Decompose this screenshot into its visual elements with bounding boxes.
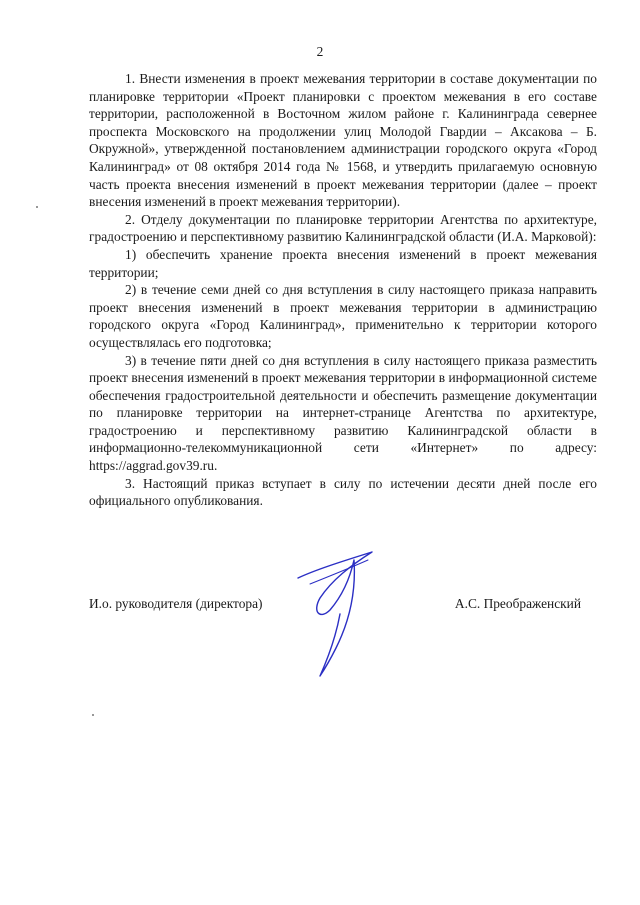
signatory-name: А.С. Преображенский: [454, 596, 581, 611]
signatory-title: И.о. руководителя (директора): [89, 596, 263, 611]
paragraph-2-item-3: 3) в течение пяти дней со дня вступления в силу настоящего приказа разместить проект внесения изменений в проект межевания территории в информационной системе обеспечения градостроительной деятельности и обеспечить размещение документации по планировке территории на интернет-странице Агентства по архитектуре, градостроению и перспективному развитию Калининградской области в информационно-телекоммуникационной сети «Интернет» по адресу: https://aggrad.gov39.ru.: [89, 352, 597, 474]
paragraph-2-item-1: 1) обеспечить хранение проекта внесения изменений в проект межевания территории;: [89, 246, 597, 280]
paragraph-1: 1. Внести изменения в проект межевания территории в составе документации по планировке территории «Проект планировки с проектом межевания в его составе территории, расположенной в Восточном жилом районе г. Калининграда севернее проспекта Московского на продолжении улиц Молодой Гвардии – Аксакова – Б. Окружной», утвержденной постановлением администрации городского округа «Город Калининград» от 08 октября 2014 года № 1568, и утвердить прилагаемую основную часть проекта внесения изменений в проект межевания территории (далее – проект внесения изменений в проект межевания территории).: [89, 71, 597, 210]
document-body: [89, 70, 597, 510]
handwritten-signature: [290, 540, 380, 680]
paragraph-2: 2. Отделу документации по планировке территории Агентства по архитектуре, градостроению и перспективному развитию Калининградской области (И.А. Марковой):: [89, 211, 597, 245]
scan-speck: [92, 714, 94, 716]
scan-speck: [36, 206, 38, 208]
paragraph-3: 3. Настоящий приказ вступает в силу по истечении десяти дней после его официального опубликования.: [89, 475, 597, 509]
paragraph-2-item-2: 2) в течение семи дней со дня вступления в силу настоящего приказа направить проект внесения изменений в проект межевания территории в администрацию городского округа «Город Калининград», применительно к территории которого осуществлялась его подготовка;: [89, 282, 597, 350]
page-number: 2: [316, 44, 324, 59]
